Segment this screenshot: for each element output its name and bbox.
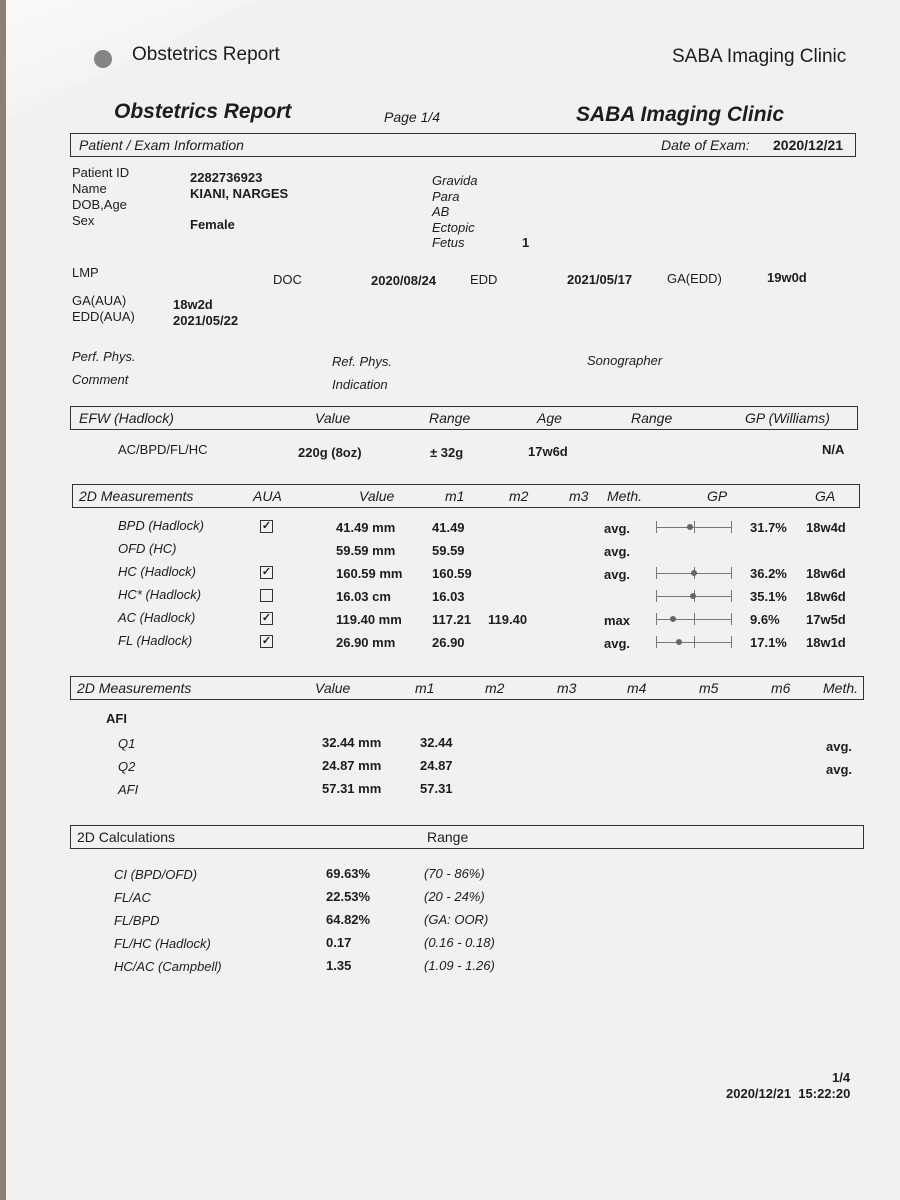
top-report-title: Obstetrics Report (132, 44, 280, 65)
afi-m6-header: m6 (771, 680, 791, 696)
afi-row-m1: 24.87 (420, 758, 453, 773)
afi-m3-header: m3 (557, 680, 577, 696)
afi-m5-header: m5 (699, 680, 719, 696)
top-clinic-name: SABA Imaging Clinic (672, 46, 847, 67)
gp-range-bar (656, 567, 732, 579)
m3-header: m3 (569, 488, 589, 504)
aua-header: AUA (253, 488, 282, 504)
gp-marker (690, 593, 696, 599)
measurement-method: avg. (604, 636, 631, 651)
gp-bar-tick (694, 613, 695, 625)
calculations-range-header: Range (427, 829, 469, 845)
efw-gp-header: GP (Williams) (745, 410, 830, 426)
calculation-label: HC/AC (Campbell) (114, 959, 222, 974)
measurement-m1: 160.59 (432, 566, 472, 581)
clinic-name: SABA Imaging Clinic (576, 103, 785, 126)
gp-range-bar (656, 590, 732, 602)
value-header: Value (359, 488, 395, 504)
calculations-title: 2D Calculations (77, 829, 176, 845)
measurement-method: avg. (604, 544, 631, 559)
measurement-gp: 36.2% (750, 566, 787, 581)
fetus-label: Fetus (432, 235, 465, 250)
report-title: Obstetrics Report (114, 100, 292, 123)
aua-labels (72, 293, 135, 325)
gp-bar-tick (731, 567, 732, 579)
measurement-value: 160.59 mm (336, 566, 403, 581)
gp-bar-tick (656, 613, 657, 625)
gp-bar-tick (731, 636, 732, 648)
footer-timestamp: 2020/12/21 15:22:20 (726, 1086, 851, 1101)
efw-age-header: Age (537, 410, 562, 426)
edd-aua-value: 2021/05/22 (173, 313, 239, 328)
lmp-label: LMP (72, 265, 99, 280)
efw-row-range: ± 32g (430, 445, 464, 460)
meth-header: Meth. (607, 488, 643, 504)
measurements-section-header (72, 484, 860, 508)
calculation-label: CI (BPD/OFD) (114, 867, 198, 882)
measurement-label: BPD (Hadlock) (118, 518, 204, 533)
edd-aua-label: EDD(AUA) (72, 309, 135, 324)
efw-row-age: 17w6d (528, 444, 568, 459)
efw-age-range-header: Range (631, 410, 673, 426)
afi-row-method: avg. (826, 739, 853, 754)
aua-values (173, 297, 238, 329)
sonographer-label: Sonographer (587, 353, 663, 368)
patient-id-value: 2282736923 (190, 170, 263, 185)
gp-marker (670, 616, 676, 622)
calculation-range: (0.16 - 0.18) (424, 935, 495, 950)
gp-range-bar (656, 521, 732, 533)
ga-aua-value: 18w2d (173, 297, 213, 312)
measurement-value: 59.59 mm (336, 543, 396, 558)
gp-bar-tick (656, 636, 657, 648)
measurement-m1: 41.49 (432, 520, 465, 535)
measurement-method: avg. (604, 521, 631, 536)
measurements-title: 2D Measurements (79, 488, 194, 504)
gp-marker (687, 524, 693, 530)
footer-page: 1/4 (832, 1070, 851, 1085)
gp-bar-tick (731, 613, 732, 625)
efw-row-label: AC/BPD/FL/HC (118, 442, 208, 457)
measurement-gp: 17.1% (750, 635, 787, 650)
afi-row-m1: 32.44 (420, 735, 453, 750)
afi-row-m1: 57.31 (420, 781, 453, 796)
measurement-m1: 59.59 (432, 543, 465, 558)
calculation-range: (GA: OOR) (424, 912, 489, 927)
name-label: Name (72, 181, 107, 196)
measurement-value: 119.40 mm (336, 612, 402, 627)
comment-label: Comment (72, 372, 129, 387)
patient-section-title: Patient / Exam Information (79, 137, 244, 153)
measurement-value: 41.49 mm (336, 520, 396, 535)
gp-bar-tick (656, 590, 657, 602)
aua-checked-icon: ✓ (261, 566, 272, 578)
gp-header: GP (707, 488, 728, 504)
measurement-method: max (604, 613, 631, 628)
ectopic-label: Ectopic (432, 219, 475, 235)
exam-date-label: Date of Exam: (661, 137, 750, 153)
afi-row-value: 57.31 mm (322, 781, 382, 796)
gravida-label: Gravida (432, 173, 478, 188)
measurement-m2: 119.40 (488, 612, 528, 627)
gp-bar-tick (694, 636, 695, 648)
afi-section-title: 2D Measurements (77, 680, 192, 696)
measurement-value: 16.03 cm (336, 589, 391, 604)
measurement-label: HC* (Hadlock) (118, 587, 202, 602)
efw-section-header (70, 406, 858, 430)
ga-edd-label: GA(EDD) (667, 271, 722, 286)
afi-row-label: Q2 (118, 759, 136, 774)
measurement-ga: 17w5d (806, 612, 846, 627)
afi-meth-header: Meth. (823, 680, 859, 696)
ref-phys-label: Ref. Phys. (332, 354, 392, 369)
measurement-gp: 35.1% (750, 589, 787, 604)
afi-row-label: AFI (118, 782, 139, 797)
gp-bar-tick (656, 521, 657, 533)
afi-row-value: 24.87 mm (322, 758, 382, 773)
measurement-label: AC (Hadlock) (118, 610, 196, 625)
aua-checked-icon: ✓ (261, 635, 272, 647)
gp-range-bar (656, 636, 732, 648)
gp-marker (691, 570, 697, 576)
indication-label: Indication (332, 377, 388, 392)
measurement-ga: 18w4d (806, 520, 846, 535)
measurement-gp: 9.6% (750, 612, 780, 627)
measurement-m1: 117.21 (432, 612, 472, 627)
calculation-value: 69.63% (326, 866, 371, 881)
measurement-label: OFD (HC) (118, 541, 177, 556)
measurement-m1: 26.90 (432, 635, 465, 650)
calculations-section-header (70, 825, 864, 849)
aua-unchecked-icon (260, 589, 273, 602)
afi-m4-header: m4 (627, 680, 647, 696)
afi-value-header: Value (315, 680, 351, 696)
calculation-label: FL/BPD (114, 913, 160, 928)
afi-section-header (70, 676, 864, 700)
afi-group-label: AFI (106, 711, 127, 726)
page-indicator: Page 1/4 (384, 109, 441, 125)
gp-marker (676, 639, 682, 645)
patient-sex-value: Female (190, 217, 235, 232)
obstetric-history-labels (432, 173, 478, 251)
afi-m1-header: m1 (415, 680, 435, 696)
measurement-m1: 16.03 (432, 589, 465, 604)
patient-name-value: KIANI, NARGES (190, 186, 289, 201)
measurement-ga: 18w6d (806, 566, 846, 581)
gp-bar-tick (694, 521, 695, 533)
gp-bar-tick (656, 567, 657, 579)
fetus-value: 1 (522, 235, 530, 250)
ga-header: GA (815, 488, 836, 504)
doc-value: 2020/08/24 (371, 273, 437, 288)
calculation-range: (1.09 - 1.26) (424, 958, 495, 973)
measurement-value: 26.90 mm (336, 635, 396, 650)
calculation-label: FL/HC (Hadlock) (114, 936, 211, 951)
measurement-method: avg. (604, 567, 631, 582)
calculation-value: 64.82% (326, 912, 371, 927)
efw-title: EFW (Hadlock) (79, 410, 174, 426)
calculation-value: 0.17 (326, 935, 352, 950)
afi-m2-header: m2 (485, 680, 505, 696)
perf-phys-label: Perf. Phys. (72, 349, 136, 364)
measurement-label: FL (Hadlock) (118, 633, 193, 648)
ab-label: AB (432, 204, 450, 219)
clinic-logo-icon (94, 50, 112, 68)
edd-value: 2021/05/17 (567, 272, 633, 287)
report-sheet (6, 0, 900, 1200)
m1-header: m1 (445, 488, 465, 504)
dob-age-label: DOB,Age (72, 197, 127, 212)
patient-section-header (70, 133, 856, 157)
m2-header: m2 (509, 488, 529, 504)
calculation-value: 22.53% (326, 889, 371, 904)
sex-label: Sex (72, 213, 95, 228)
edd-label: EDD (470, 272, 498, 287)
afi-row-value: 32.44 mm (322, 735, 382, 750)
aua-checked-icon: ✓ (261, 520, 272, 532)
exam-date-value: 2020/12/21 (773, 137, 844, 153)
calculation-range: (20 - 24%) (424, 889, 485, 904)
gp-bar-tick (731, 590, 732, 602)
measurement-label: HC (Hadlock) (118, 564, 197, 579)
patient-labels (72, 165, 129, 229)
measurement-ga: 18w6d (806, 589, 846, 604)
gp-range-bar (656, 613, 732, 625)
ga-aua-label: GA(AUA) (72, 293, 127, 308)
calculation-value: 1.35 (326, 958, 352, 973)
gp-bar-tick (731, 521, 732, 533)
patient-id-label: Patient ID (72, 165, 130, 180)
ga-edd-value: 19w0d (767, 270, 807, 285)
efw-row-value: 220g (8oz) (298, 445, 362, 460)
measurement-ga: 18w1d (806, 635, 846, 650)
calculation-label: FL/AC (114, 890, 151, 905)
calculation-range: (70 - 86%) (424, 866, 485, 881)
afi-row-method: avg. (826, 762, 853, 777)
efw-range-header: Range (429, 410, 471, 426)
aua-checked-icon: ✓ (261, 612, 272, 624)
para-label: Para (432, 188, 460, 204)
afi-row-label: Q1 (118, 736, 136, 751)
doc-label: DOC (273, 272, 302, 287)
efw-row-gp: N/A (822, 442, 845, 457)
efw-value-header: Value (315, 410, 351, 426)
measurement-gp: 31.7% (750, 520, 787, 535)
